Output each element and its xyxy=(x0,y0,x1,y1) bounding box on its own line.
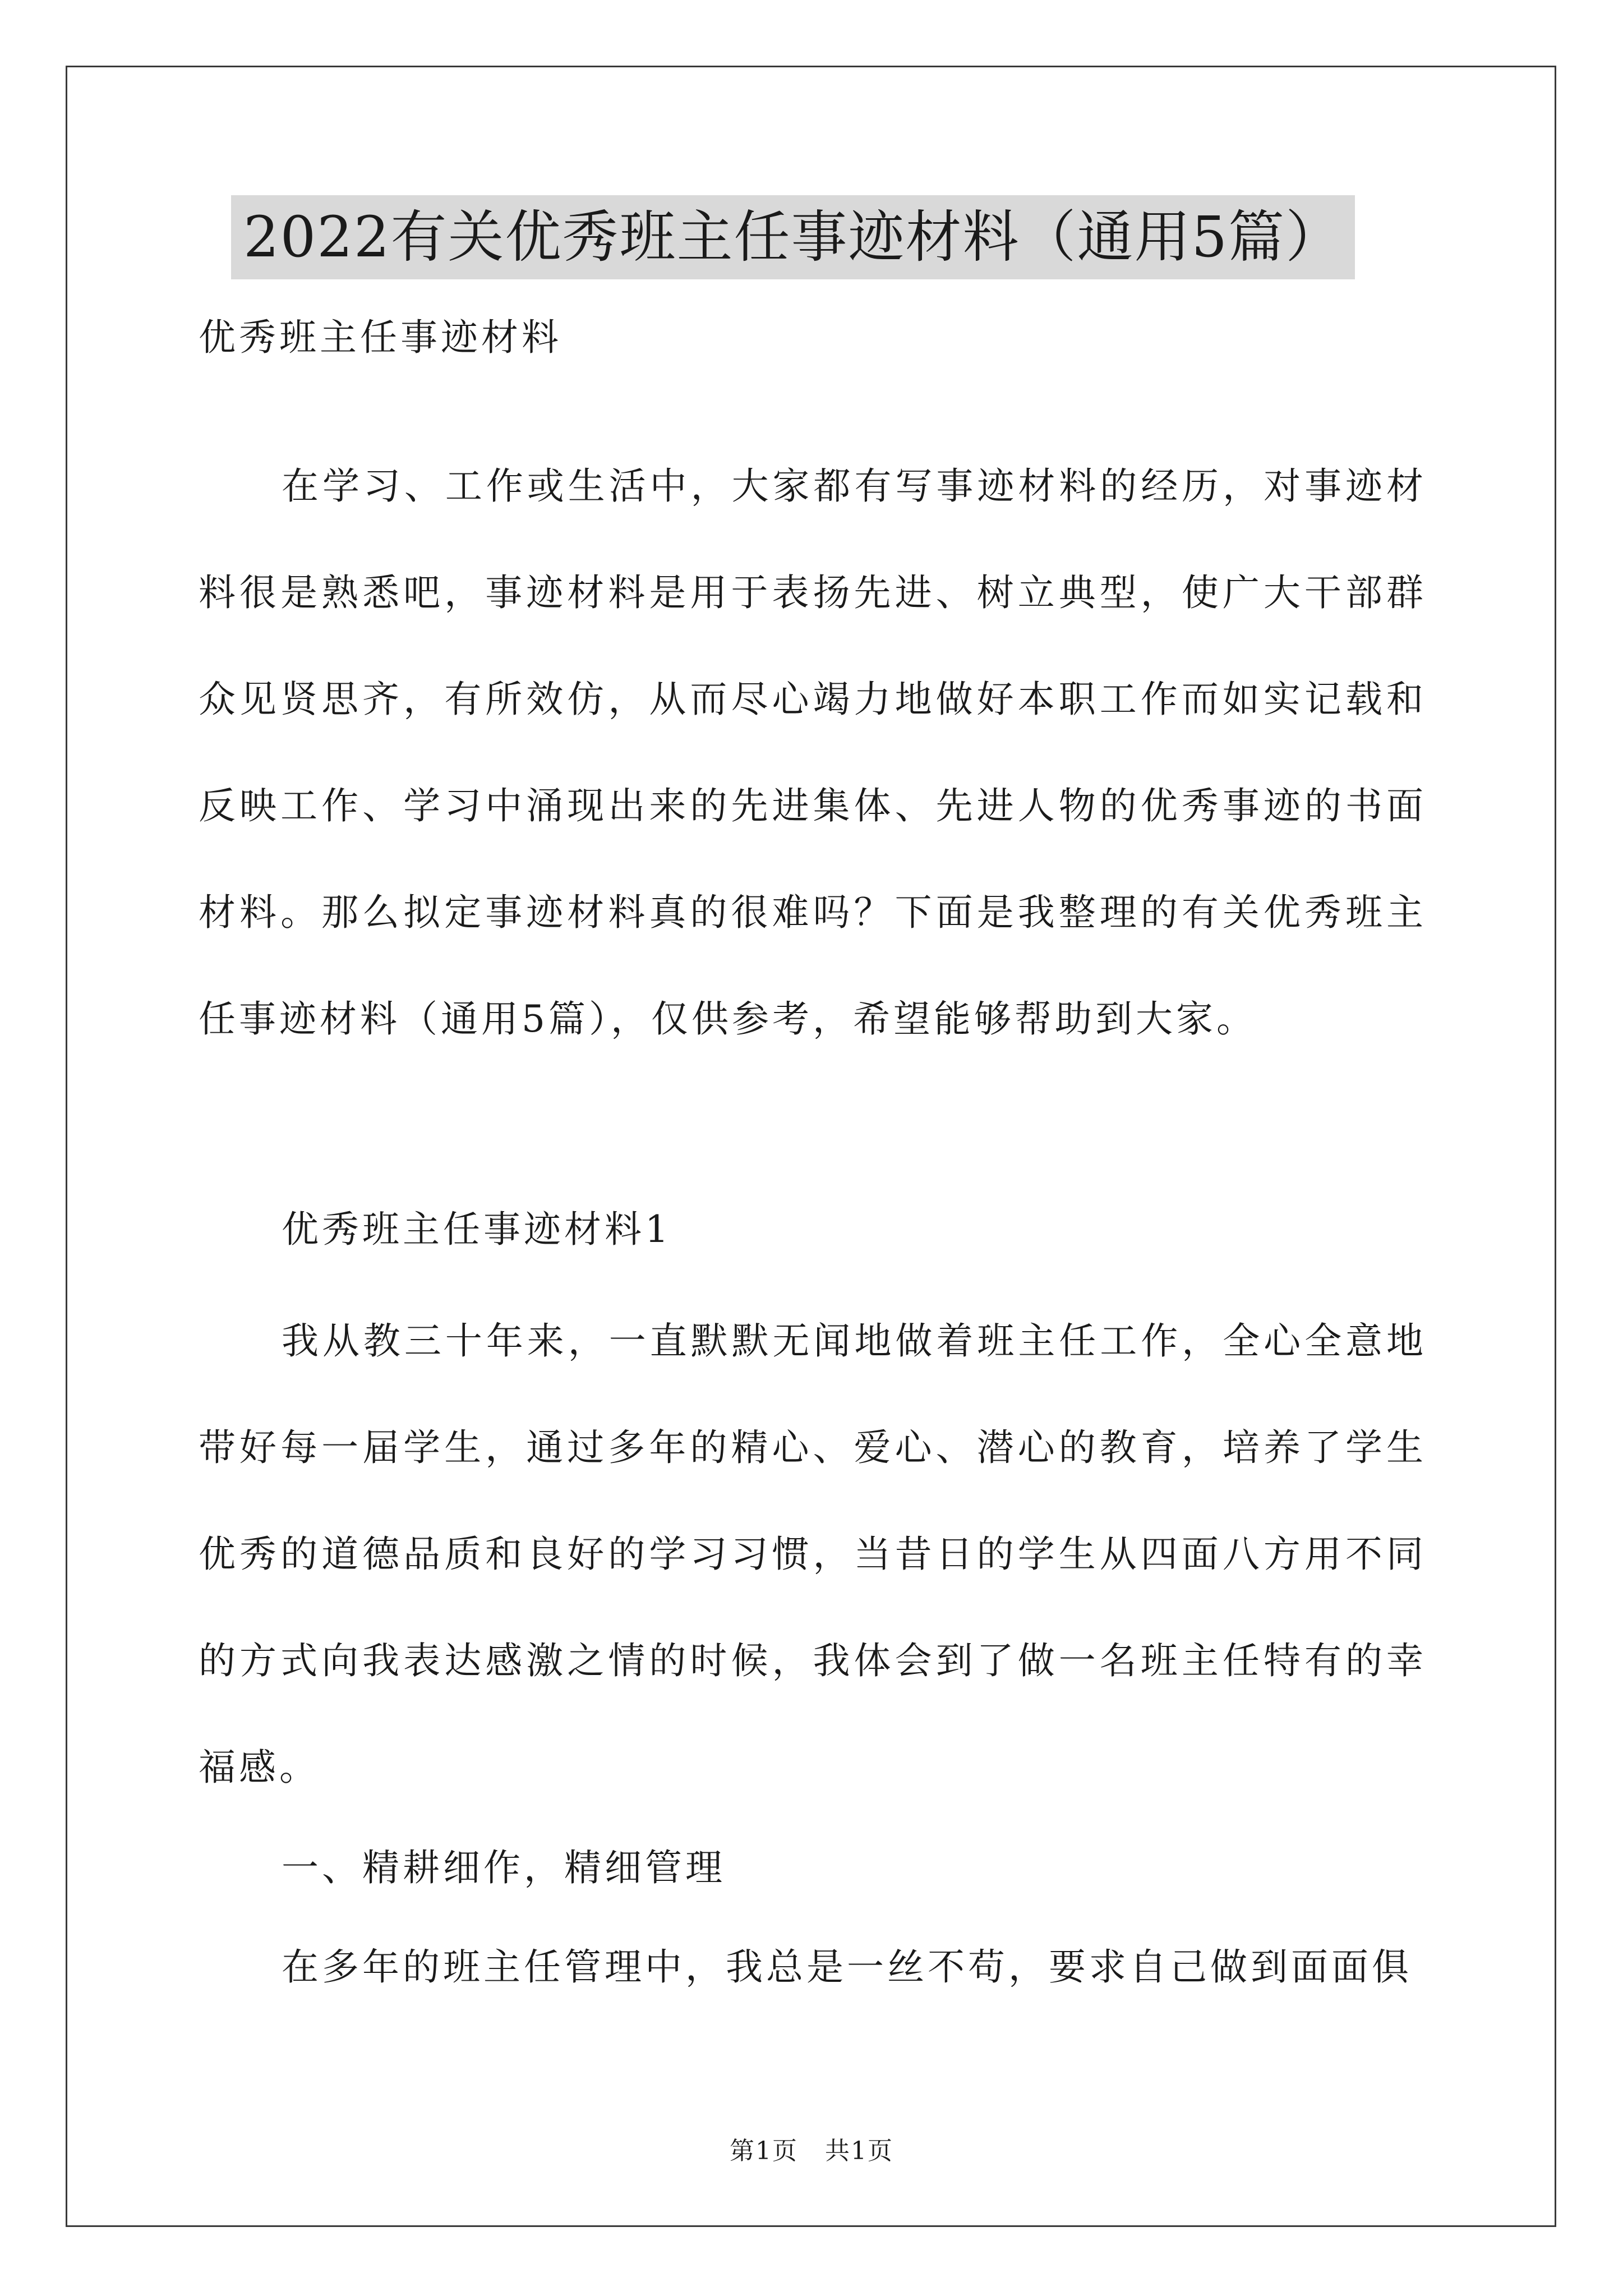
page-footer: 第1页 共1页 xyxy=(730,2137,893,2165)
document-title: 2022有关优秀班主任事迹材料（通用5篇） xyxy=(231,195,1355,279)
section-title: 优秀班主任事迹材料1 xyxy=(282,1208,672,1251)
section-paragraph-2: 在多年的班主任管理中，我总是一丝不苟，要求自己做到面面俱 xyxy=(282,1945,1412,1989)
page-border xyxy=(66,66,1556,2227)
section-paragraph: 我从教三十年来，一直默默无闻地做着班主任工作，全心全意地带好每一届学生，通过多年的精心、爱心、潜心的教育，培养了学生优秀的道德品质和良好的学习习惯，当昔日的学生从四面八方用不同的方式向我表达感激之情的时候，我体会到了做一名班主任特有的幸福感。 xyxy=(199,1319,1427,1789)
section-subheading: 一、精耕细作，精细管理 xyxy=(282,1846,726,1889)
document-heading: 优秀班主任事迹材料 xyxy=(199,316,562,359)
intro-paragraph: 在学习、工作或生活中，大家都有写事迹材料的经历，对事迹材料很是熟悉吧，事迹材料是用于表扬先进、树立典型，使广大干部群众见贤思齐，有所效仿，从而尽心竭力地做好本职工作而如实记载和反映工作、学习中涌现出来的先进集体、先进人物的优秀事迹的书面材料。那么拟定事迹材料真的很难吗？下面是我整理的有关优秀班主任事迹材料（通用5篇），仅供参考，希望能够帮助到大家。 xyxy=(199,464,1427,1041)
